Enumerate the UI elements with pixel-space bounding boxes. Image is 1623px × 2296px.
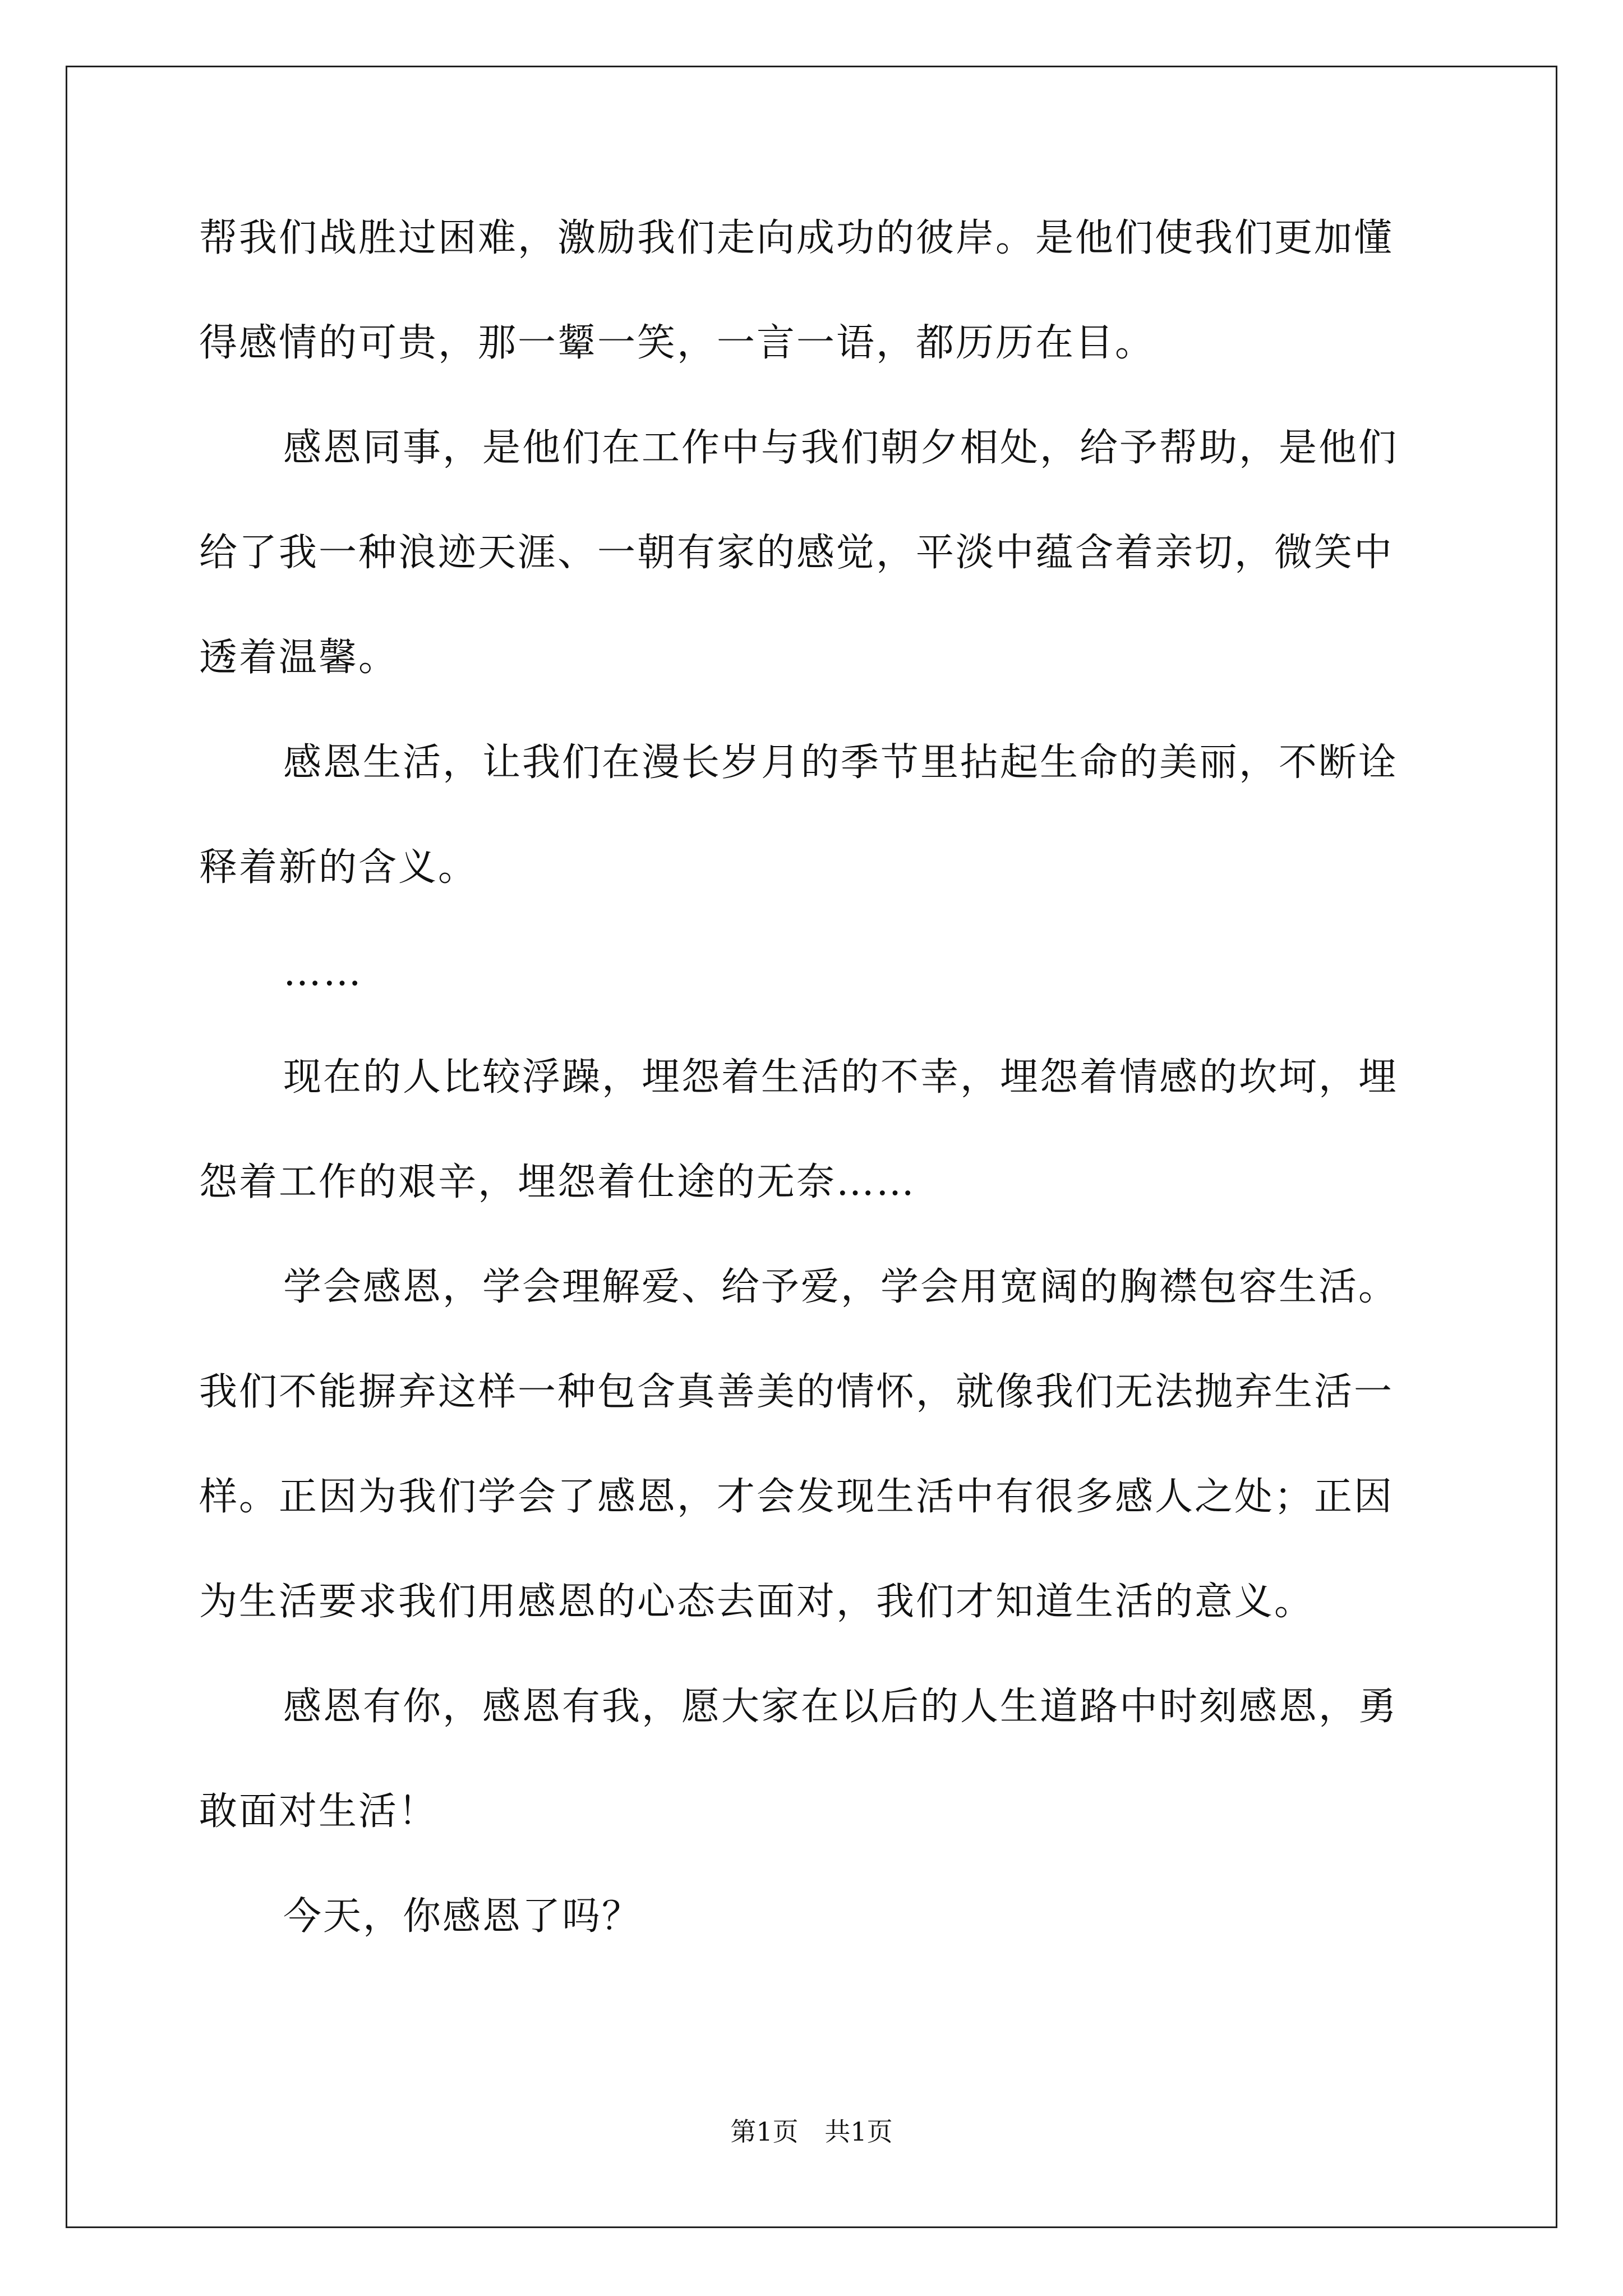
text-line: 感恩有你，感恩有我，愿大家在以后的人生道路中时刻感恩，勇	[283, 1685, 1399, 1729]
text-line: 样。正因为我们学会了感恩，才会发现生活中有很多感人之处；正因	[199, 1475, 1394, 1519]
text-line: 学会感恩，学会理解爱、给予爱，学会用宽阔的胸襟包容生活。	[283, 1265, 1399, 1309]
text-line: ……	[283, 950, 363, 995]
text-line: 释着新的含义。	[199, 845, 478, 890]
page-footer	[0, 2115, 1623, 2148]
text-line: 今天，你感恩了吗？	[283, 1894, 642, 1939]
text-line: 现在的人比较浮躁，埋怨着生活的不幸，埋怨着情感的坎坷，埋	[283, 1055, 1399, 1099]
text-line: 我们不能摒弃这样一种包含真善美的情怀，就像我们无法抛弃生活一	[199, 1370, 1394, 1414]
text-line: 感恩生活，让我们在漫长岁月的季节里拈起生命的美丽，不断诠	[283, 740, 1399, 785]
text-line: 帮我们战胜过困难，激励我们走向成功的彼岸。是他们使我们更加懂	[199, 216, 1394, 260]
page-number: 第1页	[730, 2116, 799, 2147]
text-line: 怨着工作的艰辛，埋怨着仕途的无奈……	[199, 1160, 916, 1204]
text-line: 感恩同事，是他们在工作中与我们朝夕相处，给予帮助，是他们	[283, 426, 1399, 470]
text-line: 得感情的可贵，那一颦一笑，一言一语，都历历在目。	[199, 321, 1155, 365]
text-line: 为生活要求我们用感恩的心态去面对，我们才知道生活的意义。	[199, 1580, 1315, 1624]
text-line: 敢面对生活！	[199, 1789, 439, 1834]
text-line: 透着温馨。	[199, 636, 399, 680]
page-total: 共1页	[824, 2116, 893, 2147]
text-line: 给了我一种浪迹天涯、一朝有家的感觉，平淡中蕴含着亲切，微笑中	[199, 531, 1394, 575]
